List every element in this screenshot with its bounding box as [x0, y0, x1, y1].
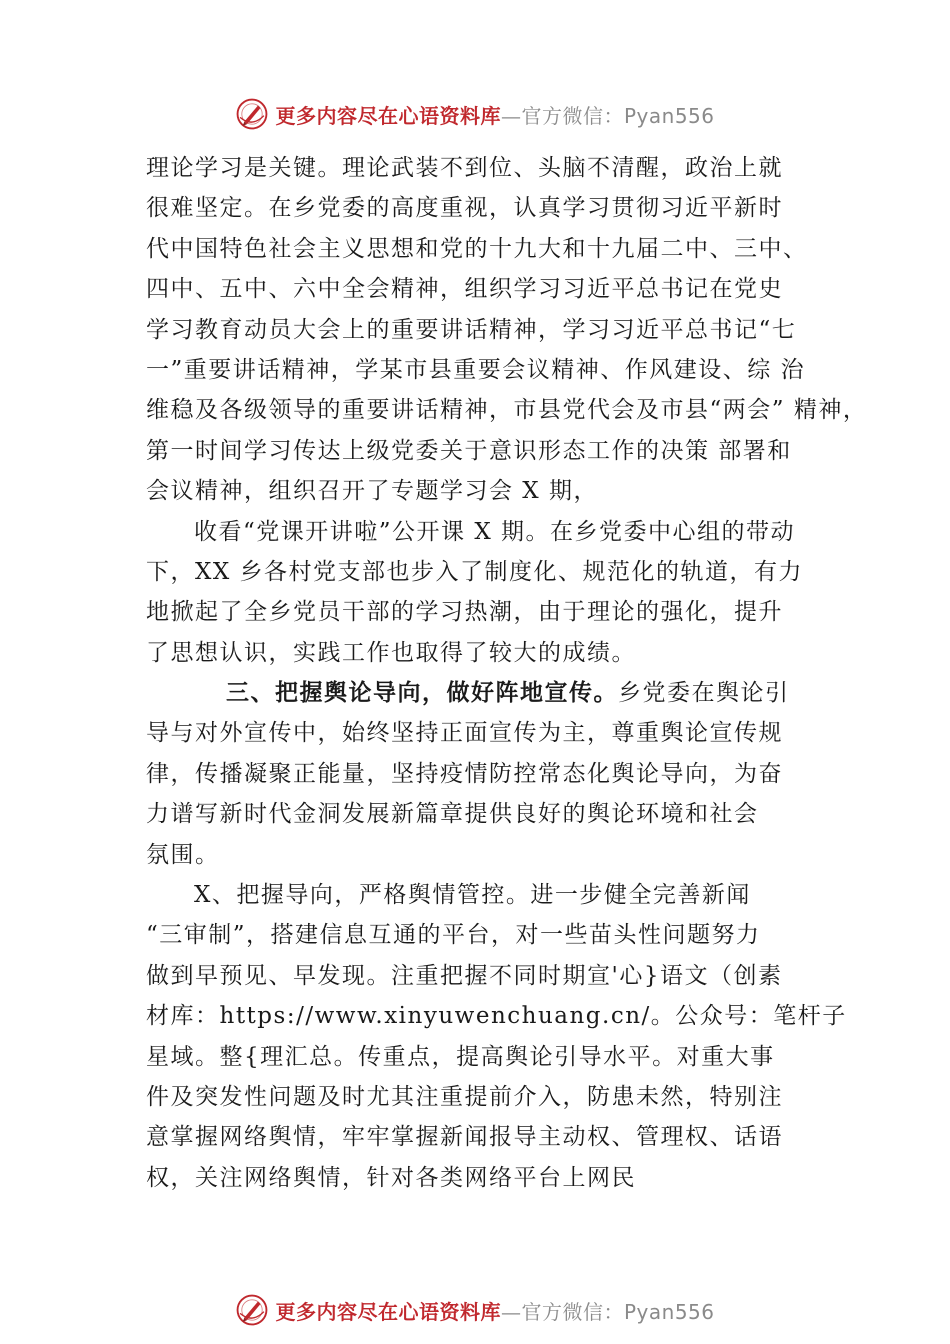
text-line: 星域。整{理汇总。传重点，提高舆论引导水平。对重大事 [146, 1043, 775, 1070]
pen-circle-logo-icon [235, 1293, 269, 1327]
text-line: 意掌握网络舆情，牢牢掌握新闻报导主动权、管理权、话语 [146, 1124, 783, 1151]
section-3-lines [146, 713, 846, 875]
text-line: 导与对外宣传中，始终坚持正面宣传为主，尊重舆论宣传规 [146, 720, 783, 747]
text-line: 很难坚定。在乡党委的高度重视，认真学习贯彻习近平新时 [146, 195, 783, 222]
text-line: 地掀起了全乡党员干部的学习热潮，由于理论的强化，提升 [146, 599, 783, 626]
text-line: 律，传播凝聚正能量，坚持疫情防控常态化舆论导向，为奋 [146, 760, 783, 787]
watermark-gray-text: —官方微信： [500, 1299, 624, 1324]
document-body [146, 148, 868, 1198]
paragraph-group-1 [146, 148, 868, 673]
text-line: X、把握导向，严格舆情管控。进一步健全完善新闻 [194, 882, 751, 909]
section-3-heading: 三、把握舆论导向，做好阵地宣传。 [226, 679, 618, 707]
section-3-first-line-rest: 乡党委在舆论引 [618, 680, 790, 707]
watermark-id-text: Pyan556 [623, 1299, 715, 1324]
text-line: 四中、五中、六中全会精神，组织学习习近平总书记在党史 [146, 276, 783, 303]
watermark-red-text: 更多内容尽在心语资料库 [275, 103, 501, 128]
section-3-first-line [146, 673, 846, 713]
text-line: 会议精神，组织召开了专题学习会 X 期， [146, 478, 598, 505]
text-line: 代中国特色社会主义思想和党的十九大和十九届二中、三中、 [146, 235, 808, 262]
text-line: 理论学习是关键。理论武装不到位、头脑不清醒，政治上就 [146, 155, 783, 181]
text-line: 力谱写新时代金洞发展新篇章提供良好的舆论环境和社会 [146, 801, 759, 828]
watermark-red-text: 更多内容尽在心语资料库 [275, 1299, 501, 1324]
pen-circle-logo-icon [235, 97, 269, 131]
text-line: “三审制”，搭建信息互通的平台，对一些苗头性问题努力 [146, 922, 761, 949]
text-line: 了思想认识，实践工作也取得了较大的成绩。 [146, 639, 636, 666]
text-line: 一”重要讲话精神，学某市县重要会议精神、作风建设、综 治 [146, 356, 806, 383]
text-line: 下，XX 乡各村党支部也步入了制度化、规范化的轨道，有力 [146, 558, 804, 585]
text-line: 收看“党课开讲啦”公开课 X 期。在乡党委中心组的带动 [194, 518, 796, 545]
text-line: 学习教育动员大会上的重要讲话精神，学习习近平总书记“七 [146, 316, 797, 343]
watermark-id-text: Pyan556 [623, 103, 715, 128]
watermark-banner-top [0, 94, 950, 134]
text-line: 第一时间学习传达上级党委关于意识形态工作的决策 部署和 [146, 437, 792, 464]
text-line: 材库：https://www.xinyuwenchuang.cn/。公众号：笔杆子 [146, 1003, 847, 1030]
paragraph-group-2 [146, 875, 846, 1198]
watermark-gray-text: —官方微信： [500, 103, 624, 128]
text-line: 权，关注网络舆情，针对各类网络平台上网民 [146, 1164, 636, 1191]
text-line: 氛围。 [146, 841, 220, 868]
text-line: 做到早预见、早发现。注重把握不同时期宣'心}语文（创素 [146, 962, 783, 989]
text-line: 维稳及各级领导的重要讲话精神，市县党代会及市县“两会” 精神， [146, 397, 868, 424]
text-line: 件及突发性问题及时尤其注重提前介入，防患未然，特别注 [146, 1083, 783, 1110]
watermark-banner-bottom [0, 1290, 950, 1330]
